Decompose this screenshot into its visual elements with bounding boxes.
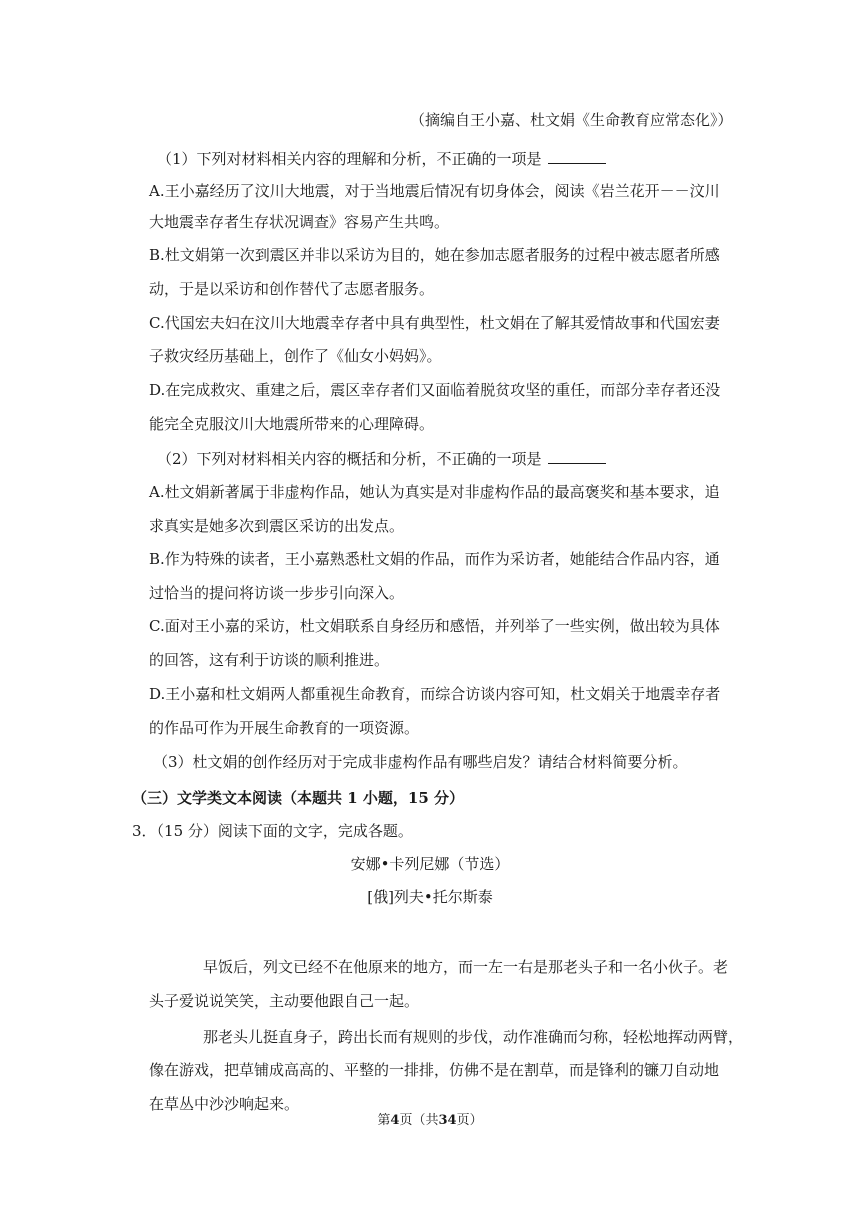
q1-option-b-line1: B.杜文娟第一次到震区并非以采访为目的，她在参加志愿者服务的过程中被志愿者所感 <box>149 246 720 264</box>
q1-option-a-line1: A.王小嘉经历了汶川大地震，对于当地震后情况有切身体会，阅读《岩兰花开－－汶川 <box>149 182 720 200</box>
footer-prefix: 第 <box>377 1113 391 1128</box>
q1-option-b-line2: 动，于是以采访和创作替代了志愿者服务。 <box>149 280 435 298</box>
page-footer <box>0 1112 860 1130</box>
footer-middle: 页（共 <box>399 1113 439 1128</box>
q2-option-d-line1: D.王小嘉和杜文娟两人都重视生命教育，而综合访谈内容可知，杜文娟关于地震幸存者 <box>149 685 721 703</box>
article-title: 安娜•卡列尼娜（节选） <box>350 855 510 873</box>
q1-stem <box>157 149 606 169</box>
question-3-intro: 3．（15 分）阅读下面的文字，完成各题。 <box>132 822 413 840</box>
q1-answer-blank[interactable] <box>548 149 606 164</box>
paragraph-2-line1: 那老头儿挺直身子，跨出长而有规则的步伐，动作准确而匀称，轻松地挥动两臂， <box>203 1028 744 1046</box>
footer-total-pages: 34 <box>438 1113 457 1128</box>
paragraph-1-line2: 头子爱说说笑笑，主动要他跟自己一起。 <box>149 992 420 1010</box>
q1-option-c-line1: C.代国宏夫妇在汶川大地震幸存者中具有典型性，杜文娟在了解其爱情故事和代国宏妻 <box>149 314 720 332</box>
source-attribution: （摘编自王小嘉、杜文娟《生命教育应常态化》） <box>410 111 733 129</box>
footer-suffix: 页） <box>456 1113 483 1128</box>
q3-prompt: （3）杜文娟的创作经历对于完成非虚构作品有哪些启发？请结合材料简要分析。 <box>153 753 688 771</box>
q2-option-c-line2: 的回答，这有利于访谈的顺利推进。 <box>149 651 390 669</box>
q2-option-d-line2: 的作品可作为开展生命教育的一项资源。 <box>149 719 420 737</box>
q1-option-a-line2: 大地震幸存者生存状况调查》容易产生共鸣。 <box>149 213 450 231</box>
q1-option-d-line1: D.在完成救灾、重建之后，震区幸存者们又面临着脱贫攻坚的重任，而部分幸存者还没 <box>149 381 721 399</box>
q2-stem-text: （2）下列对材料相关内容的概括和分析，不正确的一项是 <box>157 450 542 468</box>
q1-stem-text: （1）下列对材料相关内容的理解和分析，不正确的一项是 <box>157 150 542 168</box>
q2-stem <box>157 449 606 469</box>
q2-option-a-line2: 求真实是她多次到震区采访的出发点。 <box>149 517 405 535</box>
q2-option-b-line1: B.作为特殊的读者，王小嘉熟悉杜文娟的作品，而作为采访者，她能结合作品内容，通 <box>149 550 720 568</box>
q2-option-b-line2: 过恰当的提问将访谈一步步引向深入。 <box>149 584 405 602</box>
paragraph-2-line2: 像在游戏，把草铺成高高的、平整的一排排，仿佛不是在割草，而是锋利的镰刀自动地 <box>149 1061 720 1079</box>
q2-option-a-line1: A.杜文娟新著属于非虚构作品，她认为真实是对非虚构作品的最高褒奖和基本要求，追 <box>149 483 720 501</box>
article-author: [俄]列夫•托尔斯泰 <box>367 888 493 906</box>
q1-option-c-line2: 子救灾经历基础上，创作了《仙女小妈妈》。 <box>149 347 442 365</box>
paragraph-1-line1: 早饭后，列文已经不在他原来的地方，而一左一右是那老头子和一名小伙子。老 <box>203 958 729 976</box>
q2-option-c-line1: C.面对王小嘉的采访，杜文娟联系自身经历和感悟，并列举了一些实例，做出较为具体 <box>149 617 720 635</box>
q2-answer-blank[interactable] <box>548 449 606 464</box>
paragraph-2-line3: 在草丛中沙沙响起来。 <box>149 1095 300 1113</box>
section-title: （三）文学类文本阅读（本题共 1 小题，15 分） <box>132 789 464 807</box>
q1-option-d-line2: 能完全克服汶川大地震所带来的心理障碍。 <box>149 415 435 433</box>
footer-page-number: 4 <box>390 1113 400 1128</box>
